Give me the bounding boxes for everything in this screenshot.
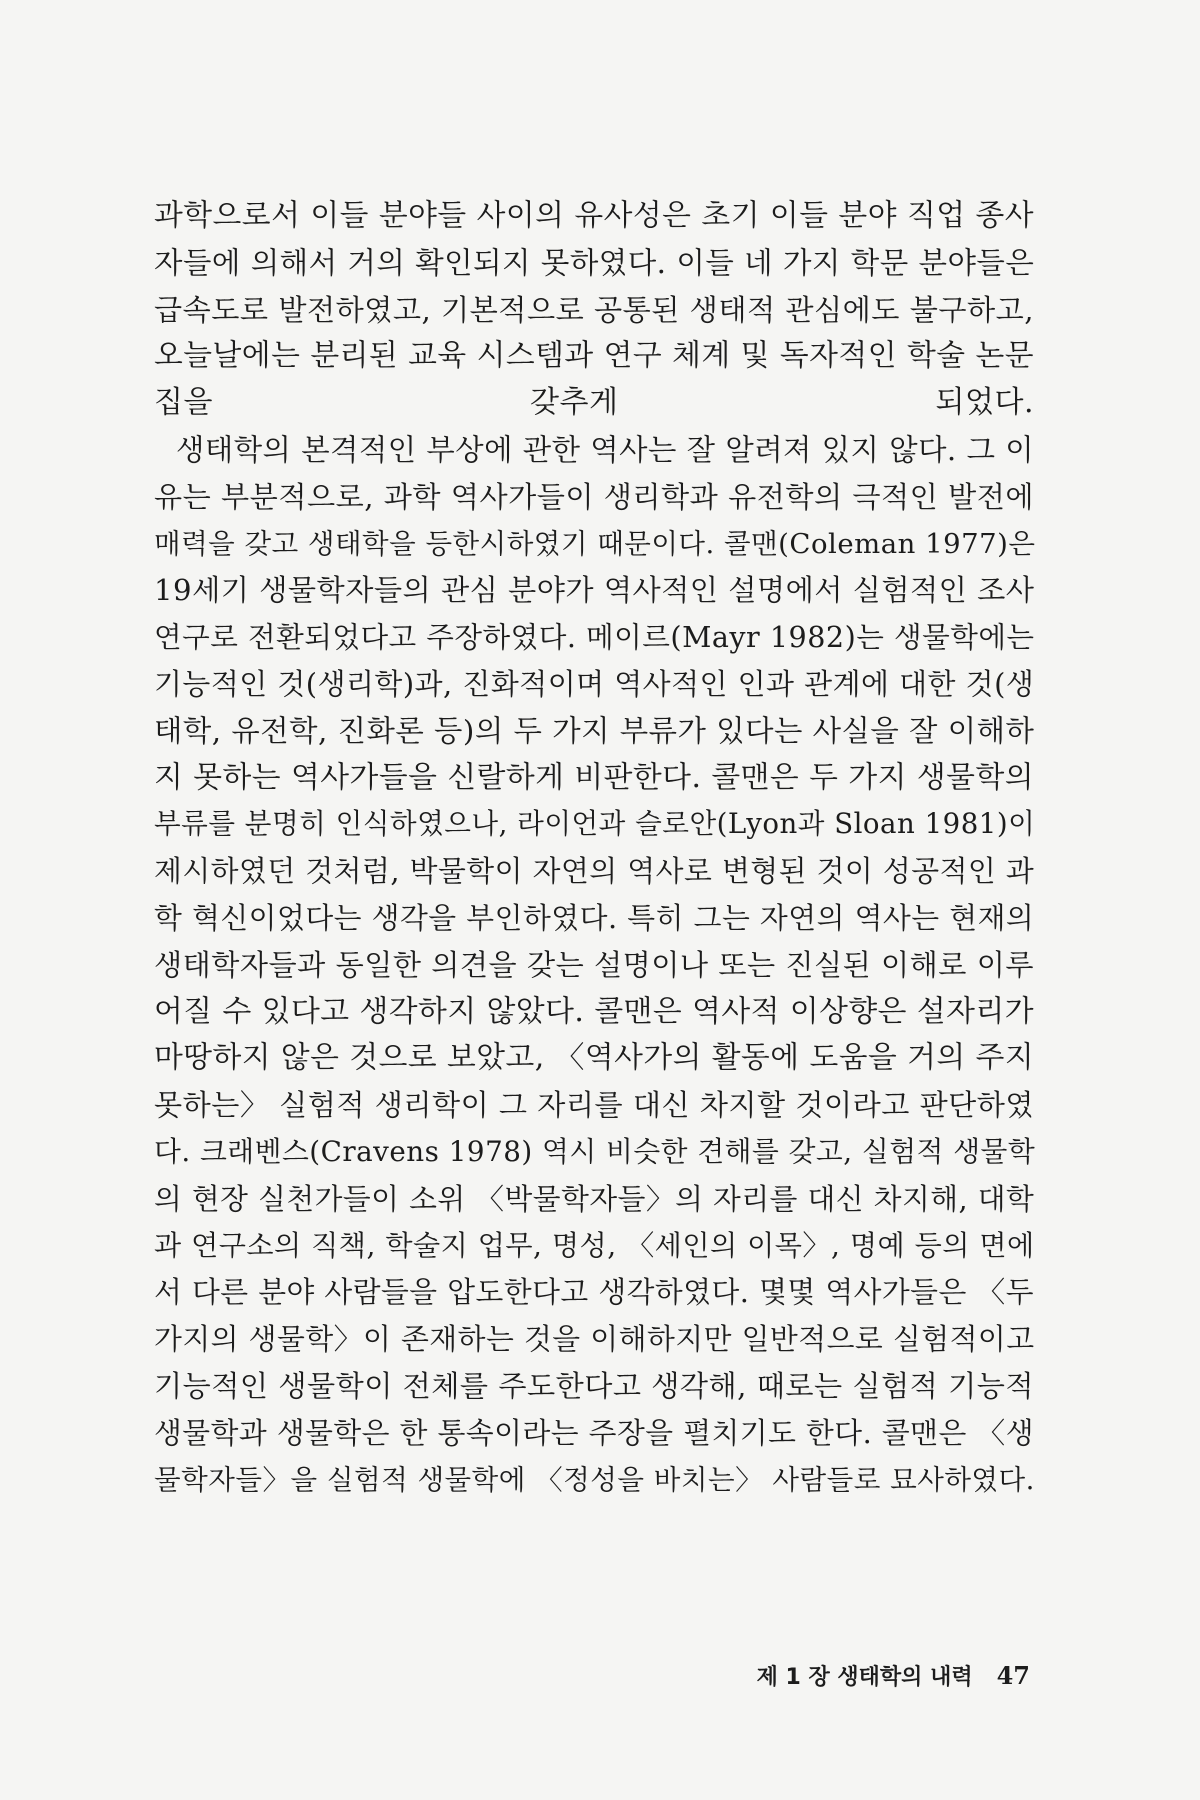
text-line: 자들에 의해서 거의 확인되지 못하였다. 이들 네 가지 학문 분야들은 (154, 245, 1035, 280)
text-line: 서 다른 분야 사람들을 압도한다고 생각하였다. 몇몇 역사가들은 〈두 (154, 1275, 1034, 1310)
text-line: 과학으로서 이들 분야들 사이의 유사성은 초기 이들 분야 직업 종사 (154, 198, 1034, 233)
page-footer (757, 1660, 1030, 1691)
text-line: 매력을 갖고 생태학을 등한시하였기 때문이다. 콜맨(Coleman 1977)은 (154, 527, 1036, 560)
paragraph (154, 427, 1034, 1503)
text-line: 생물학과 생물학은 한 통속이라는 주장을 펼치기도 한다. 콜맨은 〈생 (154, 1415, 1034, 1450)
chapter-title: 제 1 장 생태학의 내력 (756, 1665, 973, 1690)
text-line: 학 혁신이었다는 생각을 부인하였다. 특히 그는 자연의 역사는 현재의 (154, 900, 1035, 935)
page-number: 47 (996, 1661, 1030, 1690)
text-line: 급속도로 발전하였고, 기본적으로 공통된 생태적 관심에도 불구하고, (154, 292, 1034, 327)
text-line: 유는 부분적으로, 과학 역사가들이 생리학과 유전학의 극적인 발전에 (154, 479, 1034, 514)
text-line: 기능적인 것(생리학)과, 진화적이며 역사적인 인과 관계에 대한 것(생 (154, 666, 1035, 701)
body-text (154, 193, 1034, 1503)
text-line: 물학자들〉을 실험적 생물학에 〈정성을 바치는〉 사람들로 묘사하였다. (154, 1463, 1035, 1496)
text-line: 과 연구소의 직책, 학술지 업무, 명성, 〈세인의 이목〉, 명예 등의 면에 (154, 1228, 1035, 1262)
text-line: 집을 갖추게 되었다. (154, 385, 1034, 421)
text-line: 어질 수 있다고 생각하지 않았다. 콜맨은 역사적 이상향은 설자리가 (154, 993, 1034, 1029)
text-line: 다. 크래벤스(Cravens 1978) 역시 비슷한 견해를 갖고, 실험적 생물학 (154, 1134, 1036, 1168)
text-line: 19세기 생물학자들의 관심 분야가 역사적인 설명에서 실험적인 조사 (154, 573, 1035, 608)
text-line: 지 못하는 역사가들을 신랄하게 비판한다. 콜맨은 두 가지 생물학의 (154, 759, 1034, 795)
text-line: 가지의 생물학〉이 존재하는 것을 이해하지만 일반적으로 실험적이고 (154, 1322, 1035, 1357)
paragraph (154, 193, 1034, 427)
text-line: 의 현장 실천가들이 소위 〈박물학자들〉의 자리를 대신 차지해, 대학 (154, 1181, 1035, 1216)
text-line: 생태학자들과 동일한 의견을 갖는 설명이나 또는 진실된 이해로 이루 (154, 947, 1034, 982)
text-line: 마땅하지 않은 것으로 보았고, 〈역사가의 활동에 도움을 거의 주지 (154, 1040, 1035, 1076)
text-line: 제시하였던 것처럼, 박물학이 자연의 역사로 변형된 것이 성공적인 과 (154, 854, 1035, 889)
text-line: 기능적인 생물학이 전체를 주도한다고 생각해, 때로는 실험적 기능적 (154, 1368, 1034, 1403)
text-line: 연구로 전환되었다고 주장하였다. 메이르(Mayr 1982)는 생물학에는 (154, 620, 1035, 655)
text-line: 생태학의 본격적인 부상에 관한 역사는 잘 알려져 있지 않다. 그 이 (176, 432, 1035, 467)
text-line: 태학, 유전학, 진화론 등)의 두 가지 부류가 있다는 사실을 잘 이해하 (154, 713, 1035, 748)
text-line: 오늘날에는 분리된 교육 시스템과 연구 체계 및 독자적인 학술 논문 (154, 338, 1034, 374)
text-line: 못하는〉 실험적 생리학이 그 자리를 대신 차지할 것이라고 판단하였 (154, 1088, 1034, 1123)
text-line: 부류를 분명히 인식하였으나, 라이언과 슬로안(Lyon과 Sloan 1981)이 (154, 807, 1036, 841)
